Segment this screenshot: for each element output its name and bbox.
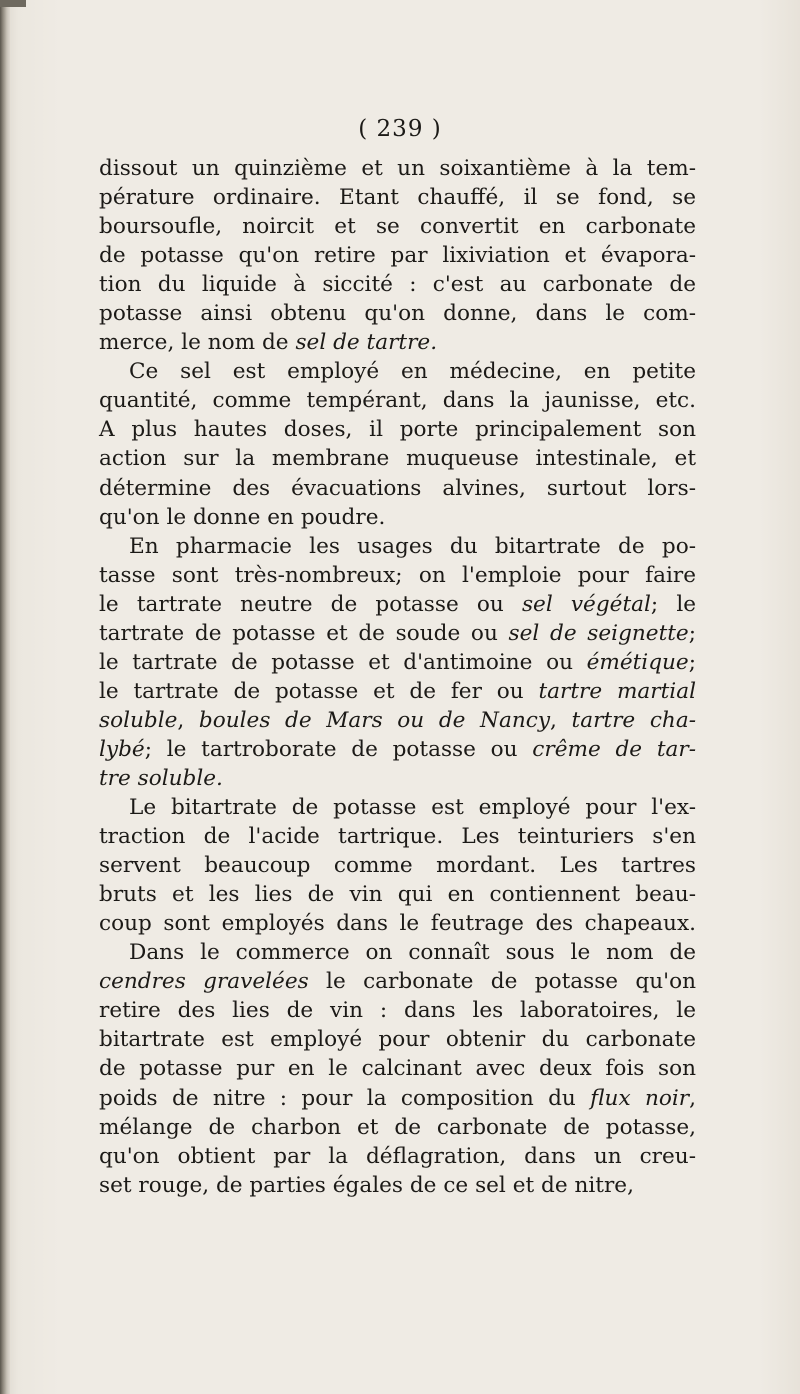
- text-line: [99, 764, 696, 793]
- text-run: set rouge, de parties égales de ce sel et de nitre,: [99, 1172, 634, 1198]
- text-run: ;: [688, 649, 696, 675]
- text-line: [99, 154, 696, 183]
- text-line: [99, 619, 696, 648]
- text-run: ; le tartroborate de potasse ou: [144, 736, 533, 762]
- page-number: ( 239 ): [358, 116, 442, 142]
- text-run: Ce sel est employé en médecine, en petite: [129, 359, 696, 385]
- text-run: tion du liquide à siccité : c'est au carbonate de: [99, 272, 696, 298]
- text-line: [99, 1025, 696, 1054]
- text-line: [99, 357, 696, 386]
- text-line: [99, 1142, 696, 1171]
- text-line: [99, 299, 696, 328]
- text-line: [99, 1054, 696, 1083]
- italic-term: émétique: [586, 649, 689, 675]
- italic-term: lybé: [99, 736, 145, 762]
- text-line: [99, 793, 696, 822]
- text-line: [99, 212, 696, 241]
- text-line: [99, 1171, 696, 1200]
- text-run: action sur la membrane muqueuse intestinale, et: [99, 446, 696, 472]
- text-run: bitartrate est employé pour obtenir du carbonate: [99, 1027, 696, 1053]
- italic-term: soluble: [99, 707, 178, 733]
- text-line: [99, 967, 696, 996]
- text-run: qu'on obtient par la déflagration, dans un creu-: [99, 1143, 696, 1169]
- text-line: [99, 1084, 696, 1113]
- italic-term: sel de seignette: [508, 620, 689, 646]
- text-run: quantité, comme tempérant, dans la jaunisse, etc.: [99, 388, 696, 414]
- text-run: retire des lies de vin : dans les laboratoires, le: [99, 998, 696, 1024]
- text-run: de potasse pur en le calcinant avec deux fois son: [99, 1056, 696, 1082]
- text-run: ,: [689, 1085, 696, 1111]
- book-binding-edge: [0, 0, 10, 1394]
- text-run: le tartrate neutre de potasse ou: [99, 591, 522, 617]
- text-run: dissout un quinzième et un soixantième à la tem-: [99, 156, 696, 181]
- text-line: [99, 706, 696, 735]
- text-run: coup sont employés dans le feutrage des chapeaux.: [99, 911, 696, 937]
- binding-corner: [0, 0, 26, 7]
- text-run: poids de nitre : pour la composition du: [99, 1085, 591, 1111]
- italic-term: flux noir: [590, 1085, 690, 1111]
- italic-term: crême de tar-: [532, 736, 696, 762]
- text-line: [99, 474, 696, 503]
- text-line: [99, 183, 696, 212]
- text-run: tasse sont très-nombreux; on l'emploie pour faire: [99, 562, 696, 588]
- text-line: [99, 503, 696, 532]
- text-run: pérature ordinaire. Etant chauffé, il se fond, se: [99, 185, 696, 211]
- italic-term: tre soluble.: [99, 765, 223, 791]
- text-run: bruts et les lies de vin qui en contiennent beau-: [99, 882, 696, 908]
- text-run: A plus hautes doses, il porte principalement son: [99, 417, 696, 443]
- text-run: tartrate de potasse et de soude ou: [99, 620, 509, 646]
- text-line: [99, 386, 696, 415]
- body-text: [99, 154, 696, 1200]
- text-line: [99, 270, 696, 299]
- text-run: merce, le nom de: [99, 330, 296, 356]
- text-run: détermine des évacuations alvines, surtout lors-: [99, 475, 696, 501]
- text-line: [99, 909, 696, 938]
- text-run: potasse ainsi obtenu qu'on donne, dans le com-: [99, 301, 696, 327]
- text-line: [99, 938, 696, 967]
- text-run: ,: [177, 707, 199, 733]
- text-run: de potasse qu'on retire par lixiviation et évapora-: [99, 243, 696, 269]
- text-run: En pharmacie les usages du bitartrate de po-: [129, 533, 696, 559]
- text-run: servent beaucoup comme mordant. Les tartres: [99, 853, 696, 879]
- text-run: Dans le commerce on connaît sous le nom de: [129, 940, 696, 966]
- text-line: [99, 851, 696, 880]
- text-line: [99, 996, 696, 1025]
- text-run: mélange de charbon et de carbonate de potasse,: [99, 1114, 696, 1140]
- text-run: qu'on le donne en poudre.: [99, 504, 386, 530]
- italic-term: tartre cha-: [571, 707, 696, 733]
- text-line: [99, 677, 696, 706]
- text-run: boursoufle, noircit et se convertit en carbonate: [99, 214, 696, 240]
- text-line: [99, 880, 696, 909]
- text-run: le tartrate de potasse et de fer ou: [99, 678, 539, 704]
- text-line: [99, 328, 696, 357]
- text-run: le carbonate de potasse qu'on: [308, 969, 696, 995]
- text-line: [99, 561, 696, 590]
- text-line: [99, 590, 696, 619]
- text-line: [99, 648, 696, 677]
- text-line: [99, 1113, 696, 1142]
- text-run: ;: [688, 620, 696, 646]
- text-line: [99, 735, 696, 764]
- italic-term: tartre martial: [538, 678, 696, 704]
- text-run: ,: [550, 707, 572, 733]
- text-line: [99, 415, 696, 444]
- italic-term: boules de Mars ou de Nancy: [198, 707, 551, 733]
- italic-term: cendres gravelées: [99, 969, 309, 995]
- italic-term: sel de tartre.: [295, 330, 438, 356]
- text-line: [99, 241, 696, 270]
- text-line: [99, 822, 696, 851]
- text-run: Le bitartrate de potasse est employé pour l'ex-: [129, 795, 696, 821]
- text-run: ; le: [650, 591, 697, 617]
- text-run: le tartrate de potasse et d'antimoine ou: [99, 649, 587, 675]
- text-run: traction de l'acide tartrique. Les teinturiers s'en: [99, 824, 696, 850]
- italic-term: sel végétal: [521, 591, 651, 617]
- text-line: [99, 444, 696, 473]
- text-line: [99, 532, 696, 561]
